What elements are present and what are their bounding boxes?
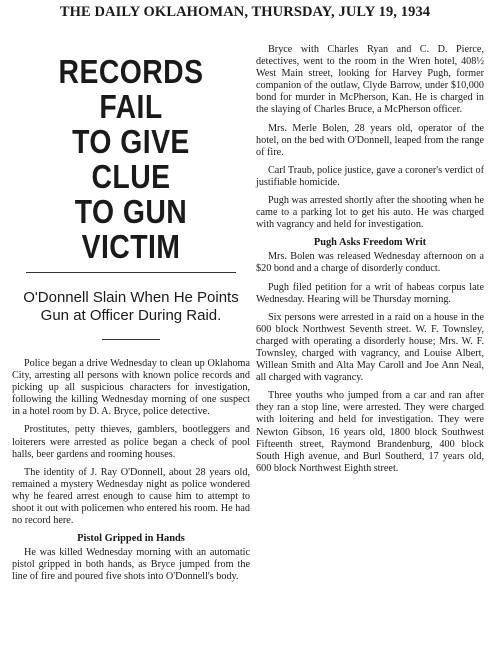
headline — [29, 54, 234, 264]
article-paragraph: Mrs. Merle Bolen, 28 years old, operator of the hotel, on the bed with O'Donnell, leaped from the range of fire. — [256, 122, 484, 158]
article-paragraph: Police began a drive Wednesday to clean up Oklahoma City, arresting all persons with known police records and picking up all suspicious characters for investigation, following the killing Wednesday morning of one suspect in a hotel room by D. A. Bryce, police detective. — [12, 358, 250, 418]
headline-line: TO GUN VICTIM — [74, 193, 188, 265]
article-paragraph: Bryce with Charles Ryan and C. D. Pierce, detectives, went to the room in the Wren hotel, 408½ West Main street, looking for Harvey Pugh, former companion of the outlaw, Clyde Barrow, under $10,000 bond for murder in McPherson, Kan. He is charged in the slaying of Charles Bruce, a McPherson officer. — [256, 44, 484, 116]
article-paragraph: He was killed Wednesday morning with an automatic pistol gripped in both hands, as Bryce jumped from the line of fire and poured five shots into O'Donnell's body. — [12, 547, 250, 583]
deck-rule — [102, 339, 160, 340]
deck-headline: O'Donnell Slain When He Points Gun at Officer During Raid. — [23, 289, 239, 324]
headline-rule — [26, 272, 236, 273]
subhead: Pistol Gripped in Hands — [77, 533, 185, 545]
article-paragraph: Prostitutes, petty thieves, gamblers, bootleggers and loiterers were arrested as police began a check of pool halls, beer gardens and rooming houses. — [12, 424, 250, 460]
headline-line: TO GIVE CLUE — [72, 123, 190, 195]
article-paragraph: Pugh was arrested shortly after the shooting when he came to a parking lot to get his auto. He was charged with vagrancy and held for investigation. — [256, 195, 484, 231]
article-paragraph: Pugh filed petition for a writ of habeas corpus late Wednesday. Hearing will be Thursday morning. — [256, 281, 484, 305]
article-paragraph: Three youths who jumped from a car and ran after they ran a stop line, were arrested. They were charged with loitering and held for investigation. They were Newton Gibson, 16 years old, 1800 block Southwest Fifteenth street, Raymond Brandenburg, 400 block South High avenue, and Burl Southerd, 17 years old, 600 block Northwest Eighth street. — [256, 390, 484, 474]
article-paragraph: Mrs. Bolen was released Wednesday afternoon on a $20 bond and a charge of disorderly conduct. — [256, 251, 484, 275]
subhead: Pugh Asks Freedom Writ — [313, 237, 427, 249]
masthead: THE DAILY OKLAHOMAN, THURSDAY, JULY 19, 1934 — [59, 4, 431, 20]
left-column — [12, 40, 250, 590]
article-paragraph: Carl Traub, police justice, gave a coroner's verdict of justifiable homicide. — [256, 164, 484, 188]
article-paragraph: Six persons were arrested in a raid on a house in the 600 block Northwest Seventh street. W. F. Townsley, charged with operating a disorderly house; Mrs. W. F. Townsley, charged with vagrancy, and Louise Albert, Willean Smith and Alta May Caroll and Joe Ann Neal, all charged with vagrancy. — [256, 311, 484, 384]
headline-line: RECORDS FAIL — [58, 53, 204, 125]
article-paragraph: The identity of J. Ray O'Donnell, about 28 years old, remained a mystery Wednesday night as police wondered why he feared arrest enough to cause him to attempt to shoot it out with policemen who entered his room. He had no record here. — [12, 466, 250, 527]
right-column — [256, 44, 484, 481]
